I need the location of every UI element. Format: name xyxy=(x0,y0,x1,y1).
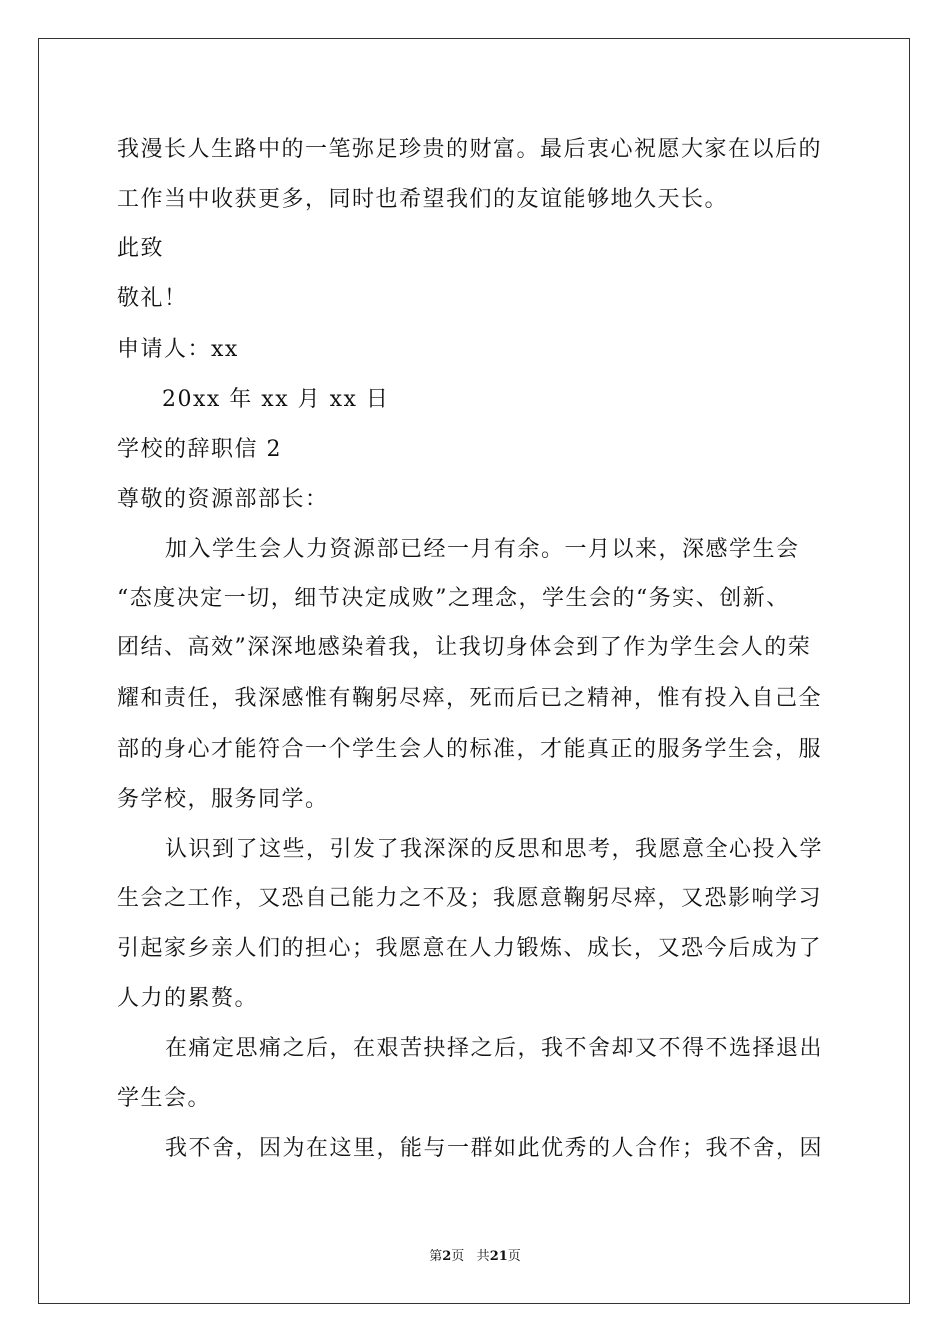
body-line: 认识到了这些，引发了我深深的反思和思考，我愿意全心投入学 xyxy=(165,837,824,862)
body-line: 务学校，服务同学。 xyxy=(117,787,329,812)
page-footer xyxy=(0,1248,950,1266)
page-border xyxy=(38,38,910,1304)
body-line: 引起家乡亲人们的担心；我愿意在人力锻炼、成长，又恐今后成为了 xyxy=(117,936,823,961)
section-title: 学校的辞职信 2 xyxy=(117,437,282,462)
body-line: “态度决定一切，细节决定成败”之理念，学生会的“务实、创新、 xyxy=(117,586,790,611)
body-line: 我漫长人生路中的一笔弥足珍贵的财富。最后衷心祝愿大家在以后的 xyxy=(117,137,823,162)
page-unit: 页 xyxy=(451,1249,465,1264)
body-line: 加入学生会人力资源部已经一月有余。一月以来，深感学生会 xyxy=(165,537,800,562)
body-line: 学生会。 xyxy=(117,1086,212,1111)
body-line: 我不舍，因为在这里，能与一群如此优秀的人合作；我不舍，因 xyxy=(165,1136,824,1161)
letter-greeting: 尊敬的资源部部长： xyxy=(117,487,329,512)
body-line: 在痛定思痛之后，在艰苦抉择之后，我不舍却又不得不选择退出 xyxy=(165,1036,824,1061)
body-line: 耀和责任，我深感惟有鞠躬尽瘁，死而后已之精神，惟有投入自己全 xyxy=(117,686,823,711)
current-page-number: 2 xyxy=(442,1249,452,1264)
body-line: 团结、高效”深深地感染着我，让我切身体会到了作为学生会人的荣 xyxy=(117,635,812,660)
body-line: 部的身心才能符合一个学生会人的标准，才能真正的服务学生会，服 xyxy=(117,737,823,762)
closing-regards: 敬礼！ xyxy=(117,286,188,311)
total-page-count: 21 xyxy=(489,1249,508,1264)
closing-salutation: 此致 xyxy=(117,236,165,261)
body-line: 人力的累赘。 xyxy=(117,986,259,1011)
body-line: 工作当中收获更多，同时也希望我们的友谊能够地久天长。 xyxy=(117,187,729,212)
body-line: 生会之工作，又恐自己能力之不及；我愿意鞠躬尽瘁，又恐影响学习 xyxy=(117,886,823,911)
total-unit: 页 xyxy=(507,1249,521,1264)
total-prefix: 共 xyxy=(476,1249,490,1264)
page-prefix: 第 xyxy=(429,1249,443,1264)
date-line: 20xx 年 xx 月 xx 日 xyxy=(162,387,390,412)
applicant-line: 申请人：xx xyxy=(117,337,239,362)
